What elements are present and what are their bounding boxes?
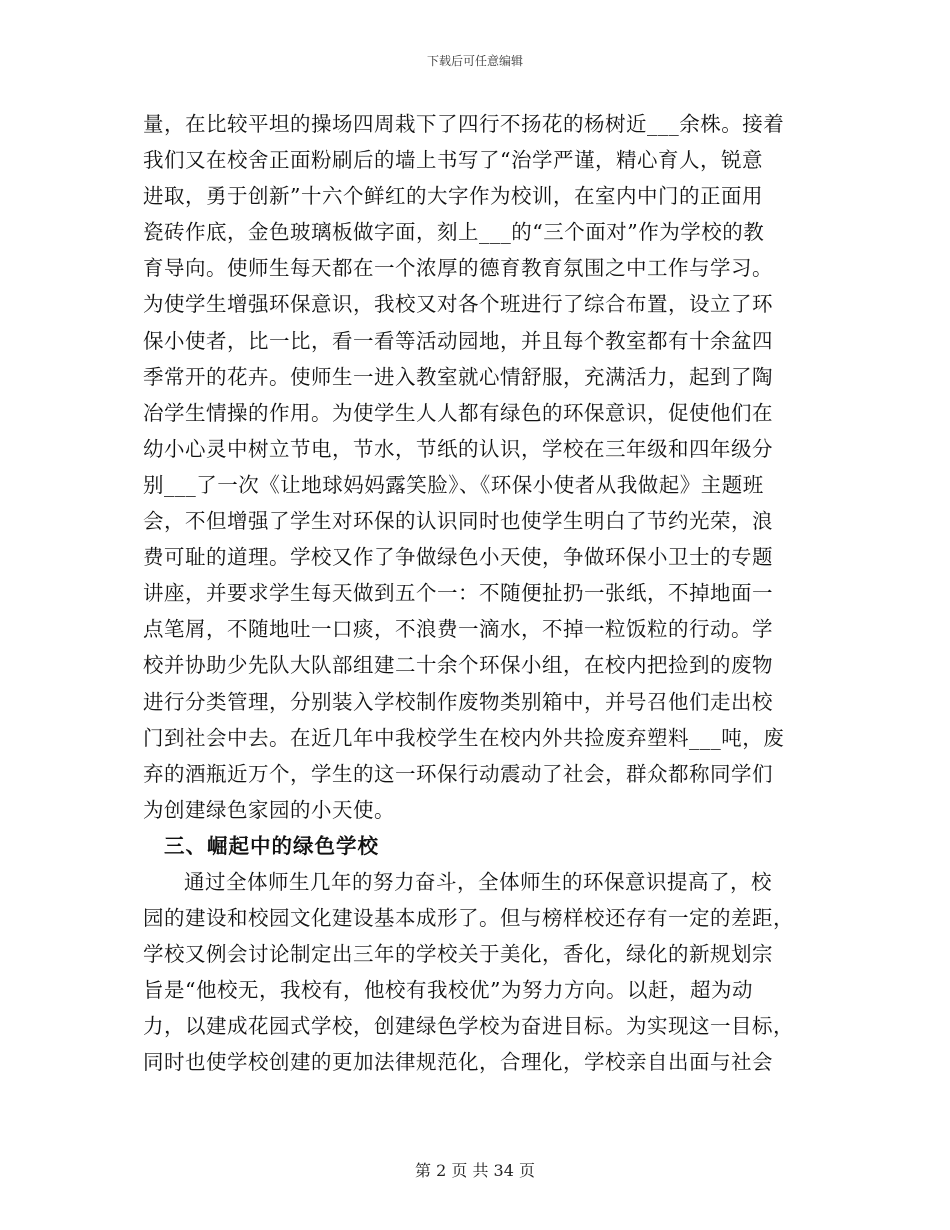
body-line: 通过全体师生几年的努力奋斗，全体师生的环保意识提高了，校	[184, 869, 772, 894]
body-line: 别___了一次《让地球妈妈露笑脸》、《环保小使者从我做起》主题班	[143, 472, 764, 497]
body-line: 冶学生情操的作用。为使学生人人都有绿色的环保意识，促使他们在	[143, 400, 773, 425]
body-line: 校并协助少先队大队部组建二十余个环保小组，在校内把捡到的废物	[143, 653, 773, 678]
body-line: 门到社会中去。在近几年中我校学生在校内外共捡废弃塑料___吨，废	[143, 725, 785, 750]
body-line: 点笔屑，不随地吐一口痰，不浪费一滴水，不掉一粒饭粒的行动。学	[143, 617, 773, 642]
section-heading: 三、崛起中的绿色学校	[164, 833, 379, 858]
body-line: 进行分类管理，分别装入学校制作废物类别箱中，并号召他们走出校	[143, 689, 773, 714]
body-line: 会，不但增强了学生对环保的认识同时也使学生明白了节约光荣，浪	[143, 509, 773, 534]
document-body	[143, 106, 813, 1081]
body-line: 力，以建成花园式学校，创建绿色学校为奋进目标。为实现这一目标，	[143, 1014, 794, 1039]
body-line: 季常开的花卉。使师生一进入教室就心情舒服，充满活力，起到了陶	[143, 364, 773, 389]
body-line: 学校又例会讨论制定出三年的学校关于美化，香化，绿化的新规划宗	[143, 942, 773, 967]
body-line: 幼小心灵中树立节电，节水，节纸的认识，学校在三年级和四年级分	[143, 436, 773, 461]
body-line: 为创建绿色家园的小天使。	[143, 797, 395, 822]
page-header: 下载后可任意编辑	[426, 54, 523, 68]
body-line: 量，在比较平坦的操场四周栽下了四行不扬花的杨树近___余株。接着	[143, 112, 785, 136]
body-line: 讲座，并要求学生每天做到五个一：不随便扯扔一张纸，不掉地面一	[143, 581, 773, 606]
body-line: 育导向。使师生每天都在一个浓厚的德育教育氛围之中工作与学习。	[143, 256, 773, 281]
body-line: 进取，勇于创新”十六个鲜红的大字作为校训，在室内中门的正面用	[143, 184, 763, 209]
body-line: 我们又在校舍正面粉刷后的墙上书写了“治学严谨，精心育人，锐意	[143, 148, 763, 173]
body-line: 同时也使学校创建的更加法律规范化，合理化，学校亲自出面与社会	[143, 1050, 773, 1075]
body-line: 弃的酒瓶近万个，学生的这一环保行动震动了社会，群众都称同学们	[143, 761, 773, 786]
body-line: 旨是“他校无，我校有，他校有我校优”为努力方向。以赶，超为动	[143, 978, 753, 1003]
body-line: 费可耻的道理。学校又作了争做绿色小天使，争做环保小卫士的专题	[143, 545, 773, 570]
body-line: 为使学生增强环保意识，我校又对各个班进行了综合布置，设立了环	[143, 292, 773, 317]
body-line: 保小使者，比一比，看一看等活动园地，并且每个教室都有十余盆四	[143, 328, 773, 353]
body-line: 园的建设和校园文化建设基本成形了。但与榜样校还存有一定的差距，	[143, 906, 794, 931]
page-number: 第 2 页 共 34 页	[415, 1161, 535, 1180]
body-line: 瓷砖作底，金色玻璃板做字面，刻上___的“三个面对”作为学校的教	[143, 220, 765, 245]
